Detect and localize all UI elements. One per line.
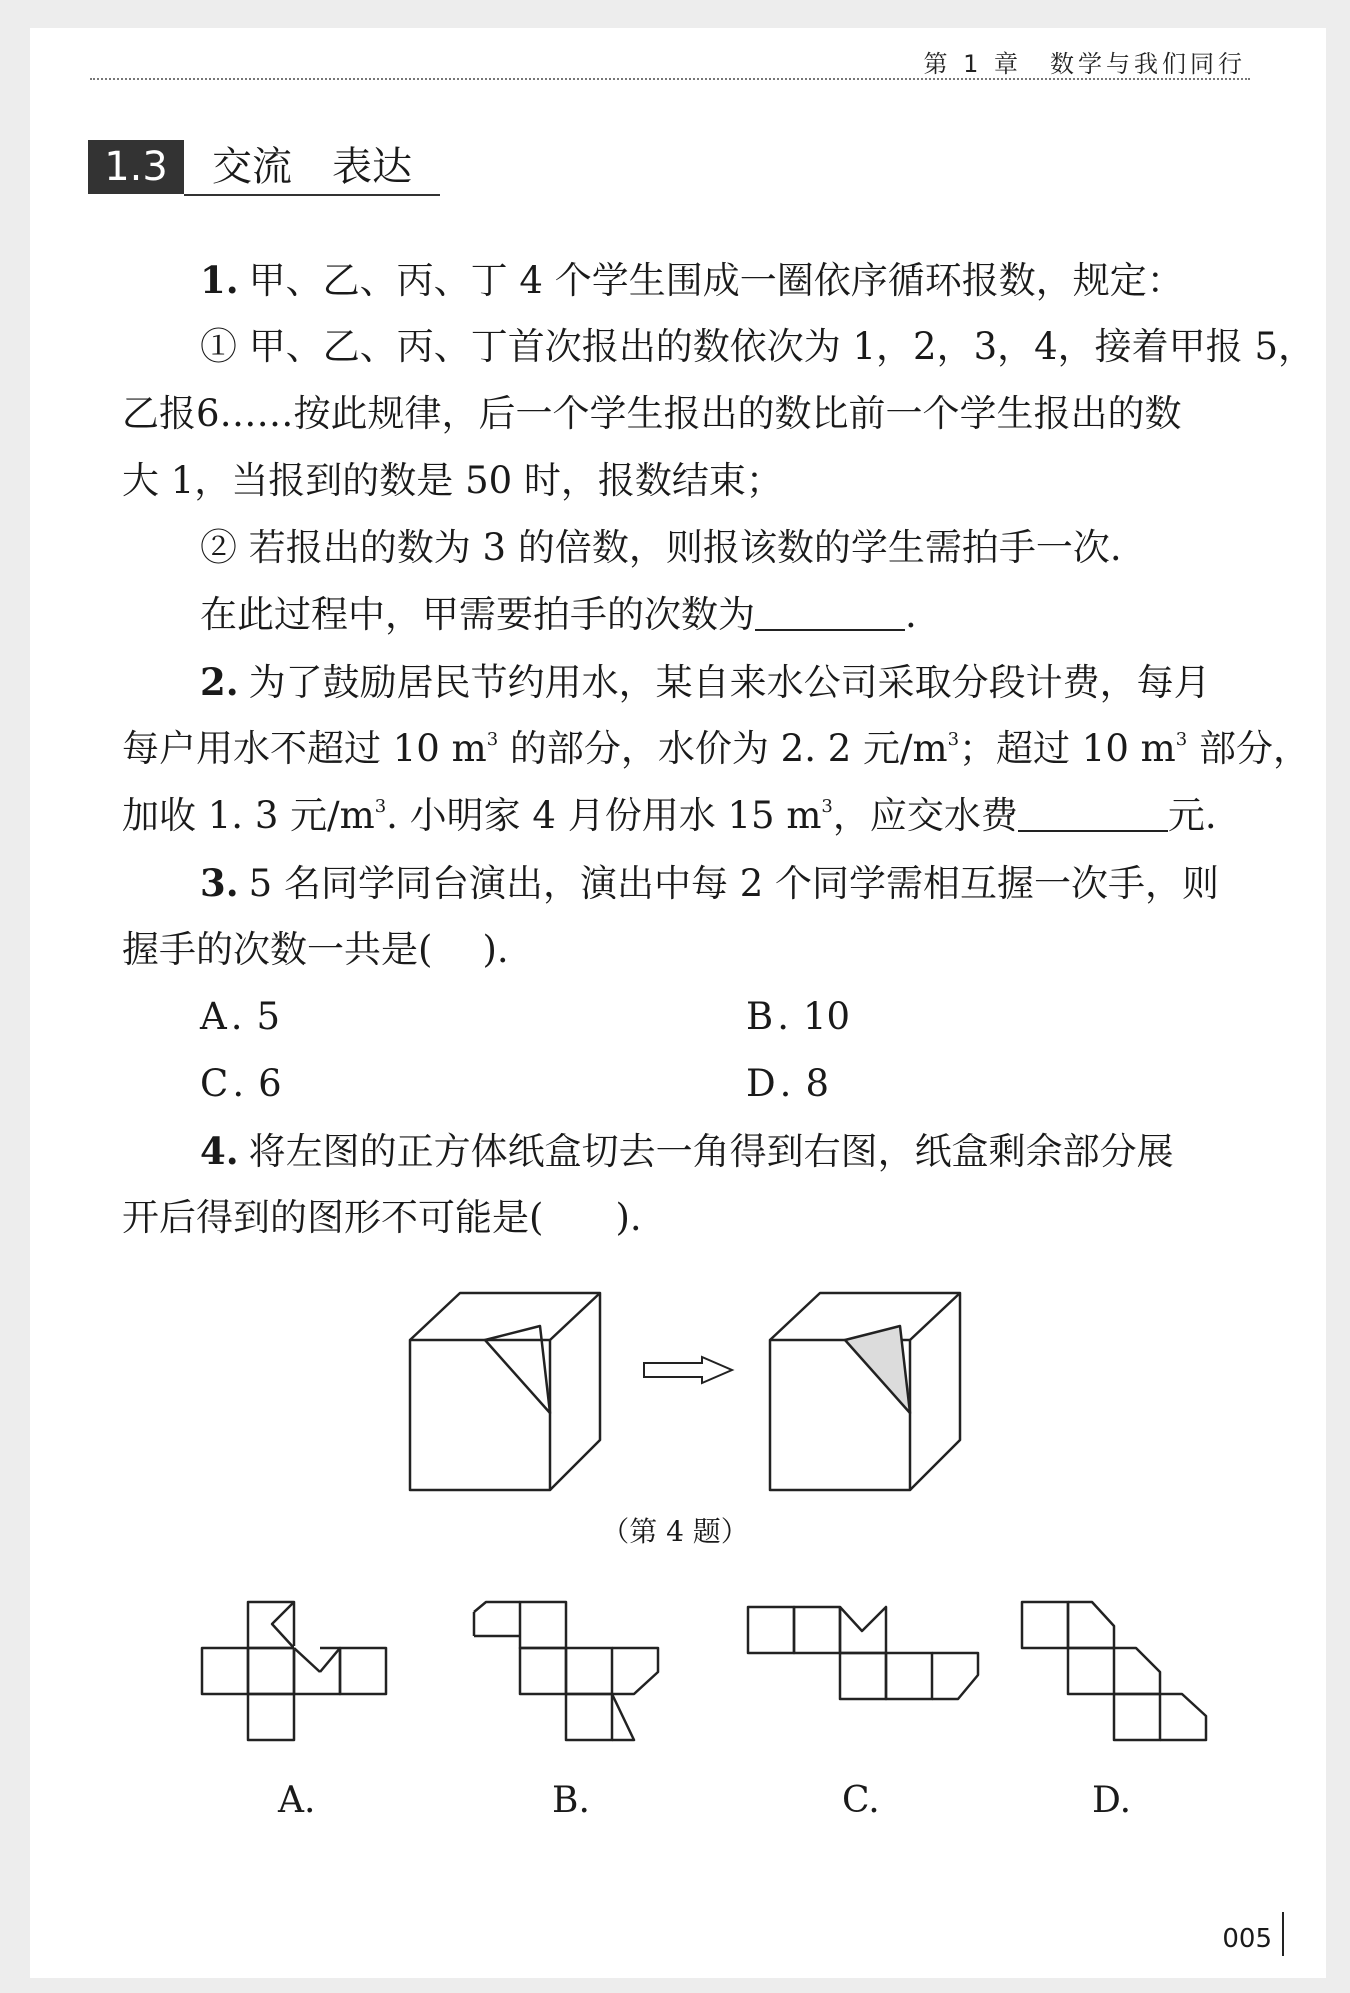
net-d[interactable] — [1022, 1600, 1222, 1750]
figure-caption: （第 4 题） — [601, 1515, 749, 1548]
q4-number: 4. — [200, 1129, 239, 1173]
q3-line2 — [122, 926, 509, 974]
q2-text-2a: 每户用水不超过 10 m — [122, 727, 487, 770]
q2-text-1: 为了鼓励居民节约用水，某自来水公司采取分段计费，每月 — [248, 661, 1211, 704]
cubic-superscript: 3 — [821, 796, 833, 817]
net-label-d: D. — [1092, 1780, 1132, 1821]
q3-option-b[interactable] — [746, 993, 850, 1041]
option-letter: A — [200, 995, 227, 1038]
cube-front-face — [410, 1340, 550, 1490]
q2-text-3c: ，应交水费 — [832, 794, 1018, 837]
q2-text-3d: 元. — [1167, 794, 1217, 837]
q3-text-2b: ). — [482, 928, 509, 971]
net-label-a: A. — [278, 1780, 316, 1821]
header-divider — [90, 78, 1250, 80]
q1-ask: 在此过程中，甲需要拍手的次数为 — [200, 593, 755, 636]
option-separator: . — [230, 995, 243, 1038]
q3-text-2a: 握手的次数一共是( — [122, 928, 433, 971]
section-underline — [184, 194, 440, 196]
q2-number: 2. — [200, 660, 239, 704]
q3-option-c[interactable] — [200, 1060, 282, 1108]
section-title: 交流 表达 — [212, 144, 412, 190]
q1-answer-blank[interactable] — [755, 595, 905, 631]
q1-rule1-line2: 乙报6……按此规律，后一个学生报出的数比前一个学生报出的数 — [122, 392, 1182, 435]
q2-line2 — [122, 725, 1310, 773]
cube-top-edge — [910, 1293, 960, 1340]
q4-line1 — [200, 1127, 1174, 1176]
cubic-superscript: 3 — [374, 796, 387, 817]
section-number: 1.3 — [88, 140, 184, 194]
q1-rule2: ② 若报出的数为 3 的倍数，则报该数的学生需拍手一次. — [200, 526, 1122, 569]
running-header: 第 1 章 数学与我们同行 — [923, 50, 1246, 78]
net-c[interactable] — [748, 1605, 998, 1755]
net-label-b: B. — [552, 1780, 590, 1821]
cubic-superscript: 3 — [1175, 729, 1188, 750]
q3-option-d[interactable] — [746, 1060, 829, 1108]
q4-line2 — [122, 1194, 642, 1242]
q1-number: 1. — [200, 258, 239, 302]
q1-rule1-line1: ① 甲、乙、丙、丁首次报出的数依次为 1，2，3，4，接着甲报 5， — [200, 325, 1315, 368]
page-number: 005 — [1222, 1924, 1272, 1954]
q2-line3 — [122, 792, 1217, 840]
q4-text-2a: 开后得到的图形不可能是( — [122, 1196, 544, 1239]
cube-cut-shaded-figure — [760, 1290, 980, 1500]
option-value: 6 — [258, 1062, 282, 1105]
option-value: 10 — [802, 995, 851, 1038]
q2-text-2c: ；超过 10 m — [959, 727, 1176, 770]
q3-text-1: 5 名同学同台演出，演出中每 2 个同学需相互握一次手，则 — [248, 862, 1220, 905]
option-separator: . — [777, 995, 789, 1038]
net-a[interactable] — [202, 1600, 402, 1750]
cubic-superscript: 3 — [486, 729, 499, 750]
option-value: 5 — [256, 995, 281, 1038]
option-letter: C — [200, 1062, 229, 1105]
q2-line1 — [200, 658, 1211, 707]
q1-lead: 甲、乙、丙、丁 4 个学生围成一圈依序循环报数，规定： — [248, 259, 1184, 302]
cube-back-edges — [410, 1293, 600, 1490]
q2-text-2d: 部分， — [1187, 727, 1310, 770]
q1-ask-line — [200, 591, 917, 639]
cube-top-edge — [550, 1293, 600, 1340]
cut-face-shaded — [845, 1326, 910, 1413]
q2-answer-blank[interactable] — [1018, 796, 1168, 832]
option-separator: . — [779, 1062, 792, 1105]
net-b[interactable] — [474, 1600, 674, 1750]
option-separator: . — [232, 1062, 245, 1105]
cubic-superscript: 3 — [947, 729, 960, 750]
option-value: 8 — [805, 1062, 829, 1105]
right-arrow-icon — [640, 1355, 740, 1385]
q1-rule1-line3: 大 1，当报到的数是 50 时，报数结束； — [122, 459, 783, 502]
q2-text-3b: . 小明家 4 月份用水 15 m — [386, 794, 822, 837]
q1-lead-line — [200, 256, 1184, 305]
page-number-bar — [1282, 1912, 1284, 1956]
q2-text-2b: 的部分，水价为 2. 2 元/m — [498, 727, 948, 770]
option-letter: B — [746, 995, 774, 1038]
net-label-c: C. — [842, 1780, 880, 1821]
q4-text-2b: ). — [615, 1196, 642, 1239]
q2-text-3a: 加收 1. 3 元/m — [122, 794, 375, 837]
q3-line1 — [200, 859, 1219, 908]
q4-text-1: 将左图的正方体纸盒切去一角得到右图，纸盒剩余部分展 — [248, 1130, 1174, 1173]
option-letter: D — [746, 1062, 776, 1105]
q1-ask-end: . — [905, 593, 917, 636]
cube-cut-outline-figure — [400, 1290, 620, 1500]
q3-number: 3. — [200, 861, 239, 905]
cube-back-edges — [770, 1293, 960, 1490]
q3-option-a[interactable] — [200, 993, 280, 1041]
